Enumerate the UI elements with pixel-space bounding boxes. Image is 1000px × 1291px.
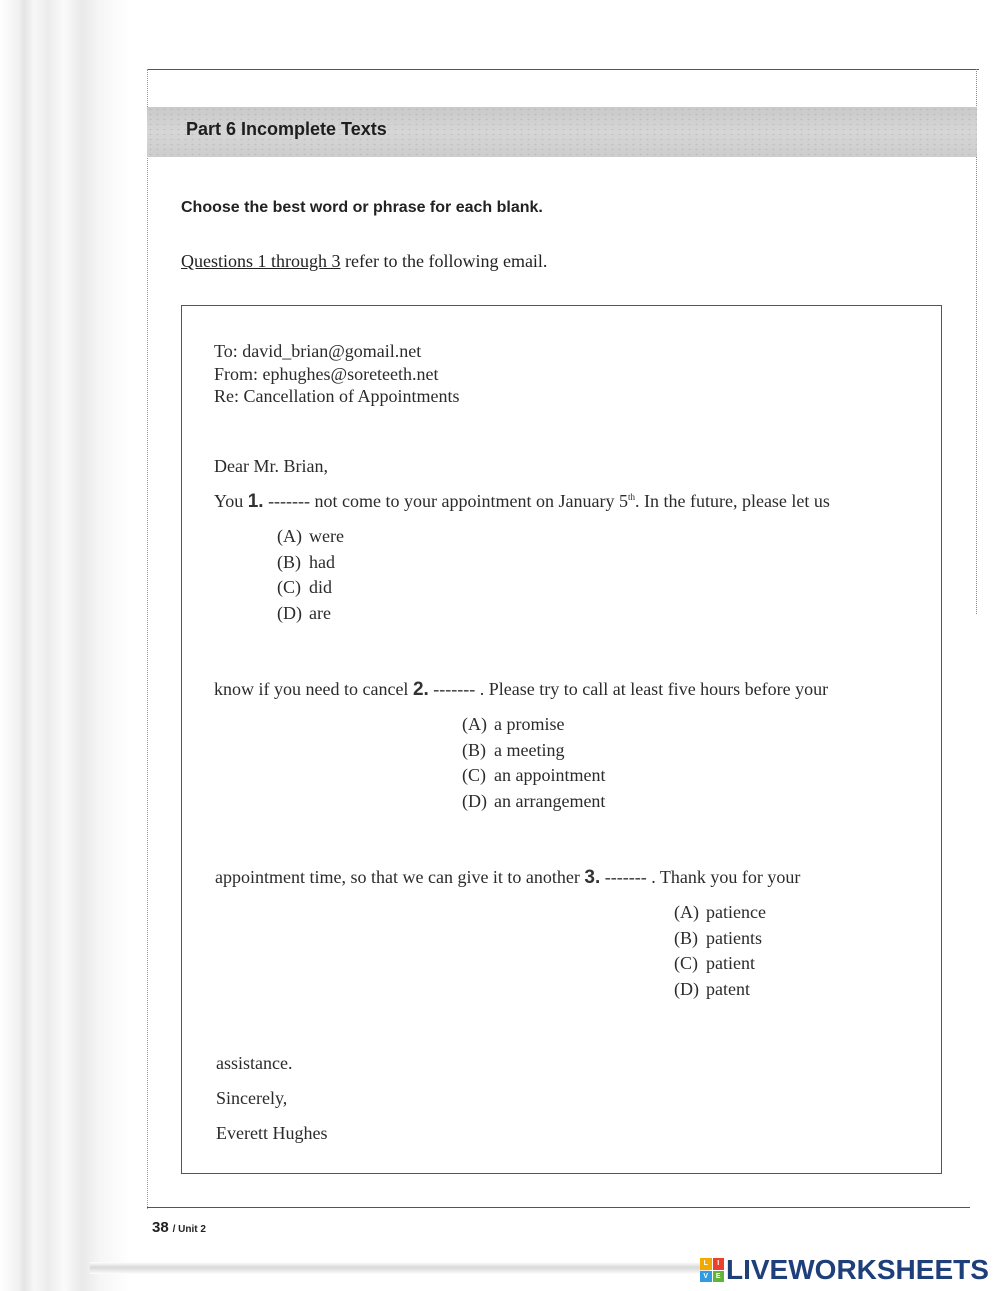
question-3-number: 3. [584, 867, 601, 888]
q2-option-d[interactable]: (D) an arrangement [462, 791, 606, 812]
line3-before: appointment time, so that we can give it to another [215, 867, 585, 887]
page-footer [152, 1219, 206, 1236]
email-line-2 [214, 679, 828, 701]
logo-mark-icon [700, 1258, 724, 1282]
email-to: To: david_brian@gomail.net [214, 341, 422, 361]
line2-before: know if you need to cancel [214, 679, 413, 699]
line1-before: You [214, 491, 248, 511]
question-2-number: 2. [412, 679, 429, 700]
q1-option-c[interactable]: (C) did [277, 577, 333, 598]
date-superscript: th [627, 492, 635, 502]
question-1-options [277, 526, 344, 629]
logo-letter: L [700, 1258, 712, 1270]
q2-option-a[interactable]: (A) a promise [462, 714, 565, 734]
question-3-options [674, 902, 766, 1005]
question-2-blank: ------- . Please try to call at least five hours before your [428, 679, 829, 699]
question-3-blank: ------- . Thank you for your [600, 867, 801, 887]
q1-option-d[interactable]: (D) are [277, 603, 331, 624]
questions-reference: Questions 1 through 3 [181, 251, 341, 271]
question-1-blank: ------- not come to your appointment on January 5 [263, 491, 628, 511]
email-line-3 [215, 867, 800, 889]
page-number: 38 [152, 1219, 169, 1236]
email-from: From: ephughes@soreteeth.net [214, 364, 439, 384]
q3-option-d[interactable]: (D) patent [674, 979, 750, 1000]
reference-rest: refer to the following email. [340, 251, 548, 271]
q2-option-b[interactable]: (B) a meeting [462, 739, 565, 760]
unit-label: / Unit 2 [172, 1224, 206, 1235]
instruction-text: Choose the best word or phrase for each blank. [181, 199, 543, 216]
logo-letter: E [713, 1271, 725, 1283]
email-signature: Everett Hughes [216, 1123, 328, 1143]
logo-letter: V [700, 1271, 712, 1283]
email-greeting: Dear Mr. Brian, [214, 456, 328, 476]
email-signoff: Sincerely, [216, 1088, 288, 1108]
email-closing-line: assistance. [216, 1053, 293, 1073]
q1-option-b[interactable]: (B) had [277, 551, 335, 572]
email-line-1 [214, 491, 830, 513]
q3-option-b[interactable]: (B) patients [674, 927, 762, 948]
q3-option-c[interactable]: (C) patient [674, 953, 755, 974]
q2-option-c[interactable]: (C) an appointment [462, 765, 606, 786]
page-shadow-edge [0, 0, 130, 1291]
email-subject: Re: Cancellation of Appointments [214, 386, 460, 406]
bottom-shadow [90, 1262, 710, 1274]
reference-line [181, 251, 547, 272]
q3-option-a[interactable]: (A) patience [674, 902, 766, 922]
left-rule [147, 69, 148, 1209]
bottom-rule [147, 1207, 970, 1208]
question-1-number: 1. [247, 491, 264, 512]
logo-text: LIVEWORKSHEETS [726, 1254, 989, 1285]
liveworksheets-logo [700, 1255, 989, 1285]
q1-option-a[interactable]: (A) were [277, 526, 344, 546]
top-rule [147, 69, 979, 70]
section-title: Part 6 Incomplete Texts [186, 119, 387, 139]
line1-end: . In the future, please let us [634, 491, 830, 511]
question-2-options [462, 714, 605, 817]
logo-letter: I [713, 1258, 725, 1270]
